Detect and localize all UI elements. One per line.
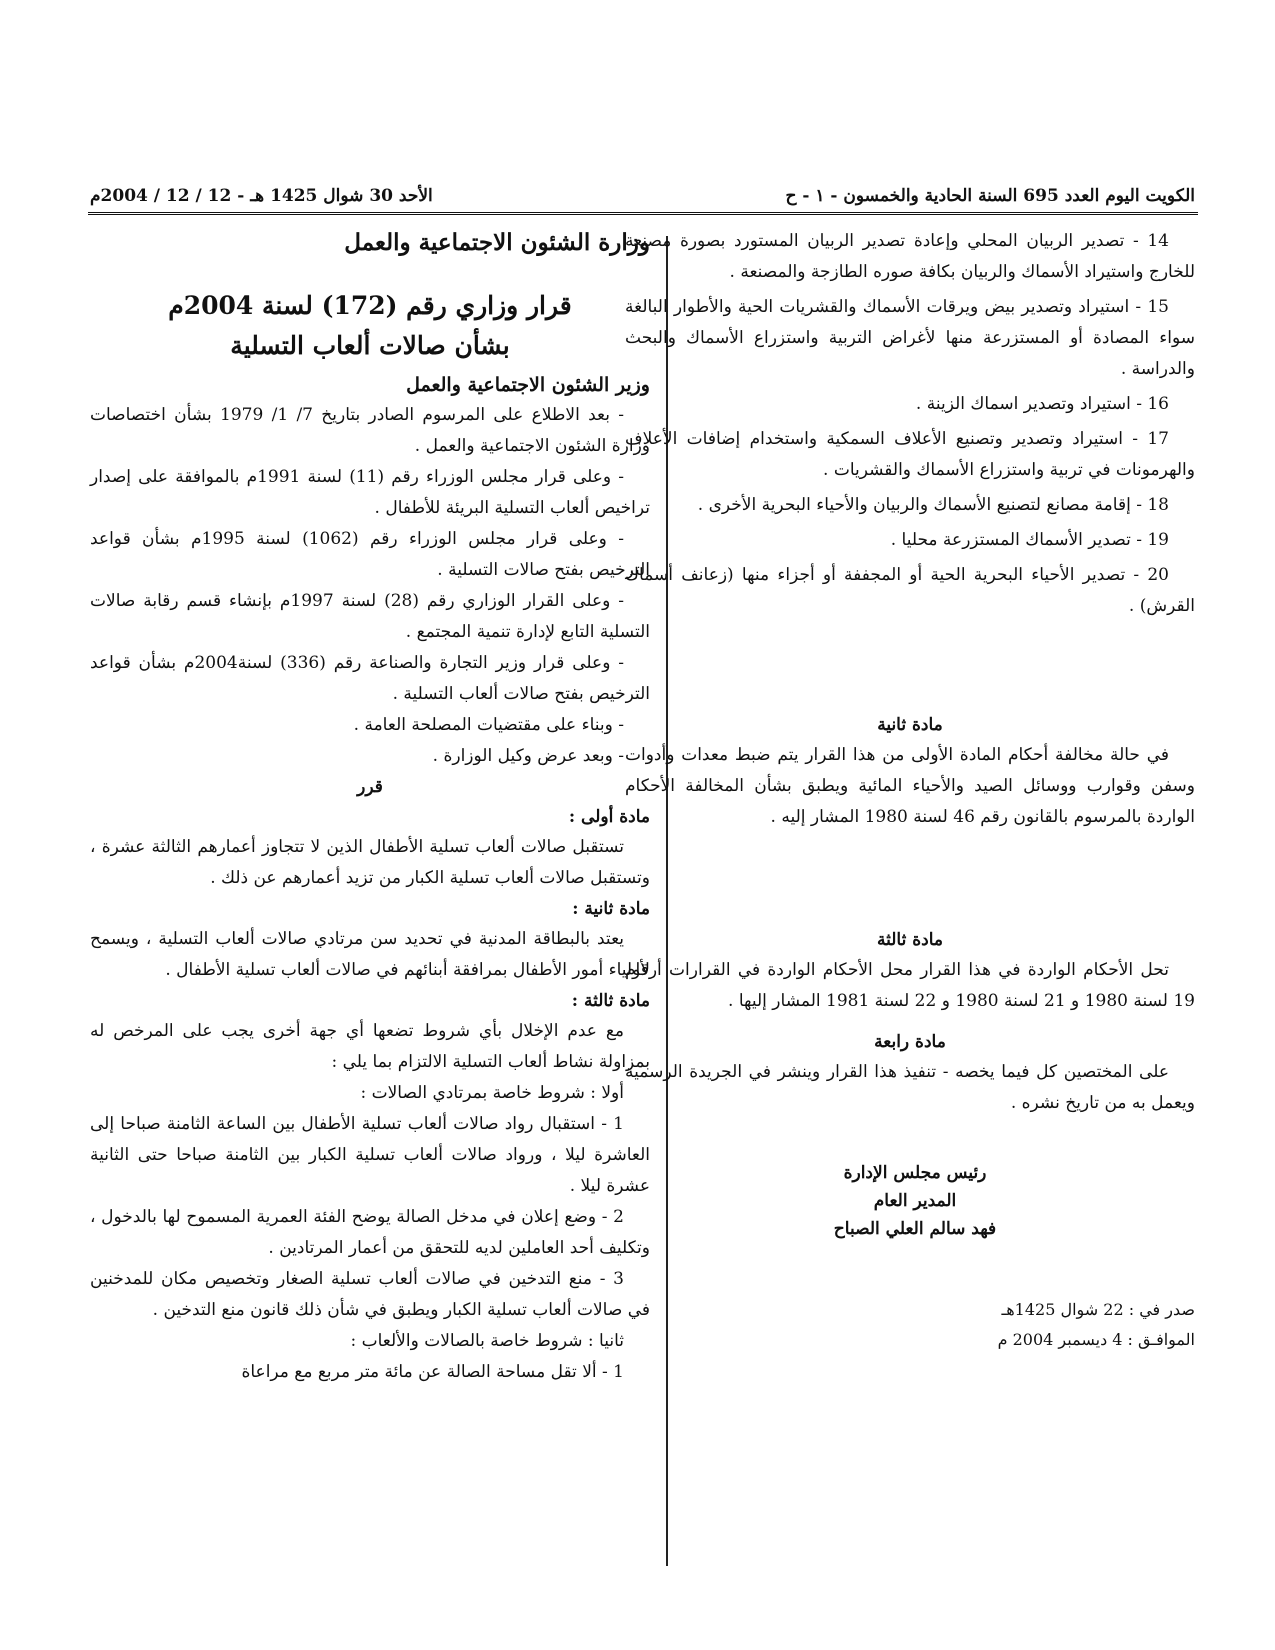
article1-text: تستقبل صالات ألعاب تسلية الأطفال الذين لا تتجاوز أعمارهم الثالثة عشرة ، وتستقبل صالات ألعاب تسلية الكبار من تزيد أعمارهم عن ذلك . (90, 837, 650, 888)
issued-date: صدر في : 22 شوال 1425هـ (1001, 1300, 1195, 1319)
right-column (625, 226, 1195, 1355)
second-conditions-heading: ثانيا : شروط خاصة بالصالات والألعاب : (350, 1331, 624, 1351)
preamble-item: - وعلى قرار مجلس الوزراء رقم (1062) لسنة 1995م بشأن قواعد الترخيص بفتح صالات التسلية . (90, 529, 650, 580)
article3-text: مع عدم الإخلال بأي شروط تضعها أي جهة أخرى يجب على المرخص له بمزاولة نشاط ألعاب التسلية الالتزام بما يلي : (90, 1021, 650, 1072)
list-item: 1 - استقبال رواد صالات ألعاب تسلية الأطفال بين الساعة الثامنة صباحا إلى العاشرة ليلا ، ورواد صالات ألعاب تسلية الكبار بين الثامنة صباحا حتى الثانية عشرة ليلا . (90, 1114, 650, 1196)
signature-name: فهد سالم العلي الصباح (833, 1219, 997, 1239)
list-item: 3 - منع التدخين في صالات ألعاب تسلية الصغار وتخصيص مكان للمدخنين في صالات ألعاب تسلية الكبار ويطبق في شأن ذلك قانون منع التدخين . (90, 1269, 650, 1320)
decree-subject: بشأن صالات ألعاب التسلية (230, 331, 510, 360)
preamble-item: - بعد الاطلاع على المرسوم الصادر بتاريخ 7/ 1/ 1979 بشأن اختصاصات وزارة الشئون الاجتماعية والعمل . (90, 405, 650, 456)
corresponding-date: الموافـق : 4 ديسمبر 2004 م (997, 1330, 1195, 1349)
preamble-item: - وبعد عرض وكيل الوزارة . (432, 746, 624, 766)
list-item: 2 - وضع إعلان في مدخل الصالة يوضح الفئة العمرية المسموح لها بالدخول ، وتكليف أحد العاملين لديه للتحقق من أعمار المرتادين . (90, 1207, 650, 1258)
left-column (90, 226, 650, 1388)
article2-heading-right: مادة ثانية (877, 715, 943, 735)
signature-block (785, 1159, 1045, 1243)
header-date: الأحد 30 شوال 1425 هـ - 12 / 12 / 2004م (90, 186, 433, 206)
preamble-item: - وعلى قرار مجلس الوزراء رقم (11) لسنة 1991م بالموافقة على إصدار تراخيص ألعاب التسلية البريئة للأطفال . (90, 467, 650, 518)
article1-heading: مادة أولى : (568, 807, 650, 827)
list-item: 17 - استيراد وتصدير وتصنيع الأعلاف السمكية واستخدام إضافات الأعلاف والهرمونات في تربية واستزراع الأسماك والقشريات . (625, 429, 1195, 480)
signature-title: رئيس مجلس الإدارة (843, 1163, 987, 1183)
preamble-item: - وبناء على مقتضيات المصلحة العامة . (353, 715, 624, 735)
preamble-item: - وعلى القرار الوزاري رقم (28) لسنة 1997م بإنشاء قسم رقابة صالات التسلية التابع لإدارة تنمية المجتمع . (90, 591, 650, 642)
article4-text-right: على المختصين كل فيما يخصه - تنفيذ هذا القرار وينشر في الجريدة الرسمية ويعمل به من تاريخ نشره . (625, 1062, 1195, 1113)
list-item: 15 - استيراد وتصدير بيض ويرقات الأسماك والقشريات الحية والأطوار البالغة سواء المصادة أو المستزرعة منها لأغراض التربية واستزراع الأسماك والبحث والدراسة . (625, 297, 1195, 379)
signature-role: المدير العام (873, 1191, 957, 1211)
decree-title: قرار وزاري رقم (172) لسنة 2004م (168, 291, 572, 320)
article2-heading: مادة ثانية : (572, 899, 650, 919)
header-divider (88, 212, 1198, 215)
list-item: 18 - إقامة مصانع لتصنيع الأسماك والربيان والأحياء البحرية الأخرى . (697, 495, 1169, 515)
article3-text-right: تحل الأحكام الواردة في هذا القرار محل الأحكام الواردة في القرارات أرقام 19 لسنة 1980 و 21 لسنة 1980 و 22 لسنة 1981 المشار إليها . (625, 960, 1195, 1011)
minister-title: وزير الشئون الاجتماعية والعمل (406, 374, 650, 396)
header-issue-info: الكويت اليوم العدد 695 السنة الحادية والخمسون - ١ - ح (785, 186, 1195, 206)
list-item: 1 - ألا تقل مساحة الصالة عن مائة متر مربع مع مراعاة (241, 1362, 624, 1382)
list-item: 20 - تصدير الأحياء البحرية الحية أو المجففة أو أجزاء منها (زعانف أسماك القرش) . (625, 565, 1195, 616)
article4-heading-right: مادة رابعة (874, 1032, 946, 1052)
first-conditions-heading: أولا : شروط خاصة بمرتادي الصالات : (360, 1083, 624, 1103)
ministry-heading: وزارة الشئون الاجتماعية والعمل (344, 229, 650, 256)
decided-heading: قرر (357, 777, 383, 797)
list-item: 19 - تصدير الأسماك المستزرعة محليا . (890, 530, 1169, 550)
article2-text-right: في حالة مخالفة أحكام المادة الأولى من هذا القرار يتم ضبط معدات وأدوات وسفن وقوارب ووسائل الصيد والأحياء المائية ويطبق بشأن المخالفة الأحكام الواردة بالمرسوم بالقانون رقم 46 لسنة 1980 المشار إليه . (625, 745, 1195, 827)
list-item: 14 - تصدير الربيان المحلي وإعادة تصدير الربيان المستورد بصورة مصنعة للخارج واستيراد الأسماك والربيان بكافة صوره الطازجة والمصنعة . (625, 231, 1195, 282)
article2-text: يعتد بالبطاقة المدنية في تحديد سن مرتادي صالات ألعاب التسلية ، ويسمح لأولياء أمور الأطفال بمرافقة أبنائهم في صالات ألعاب تسلية الأطفال . (90, 929, 650, 980)
list-item: 16 - استيراد وتصدير اسماك الزينة . (915, 394, 1169, 414)
article3-heading-right: مادة ثالثة (876, 930, 944, 950)
article3-heading: مادة ثالثة : (571, 991, 650, 1011)
preamble-item: - وعلى قرار وزير التجارة والصناعة رقم (336) لسنة2004م بشأن قواعد الترخيص بفتح صالات ألعاب التسلية . (90, 653, 650, 704)
